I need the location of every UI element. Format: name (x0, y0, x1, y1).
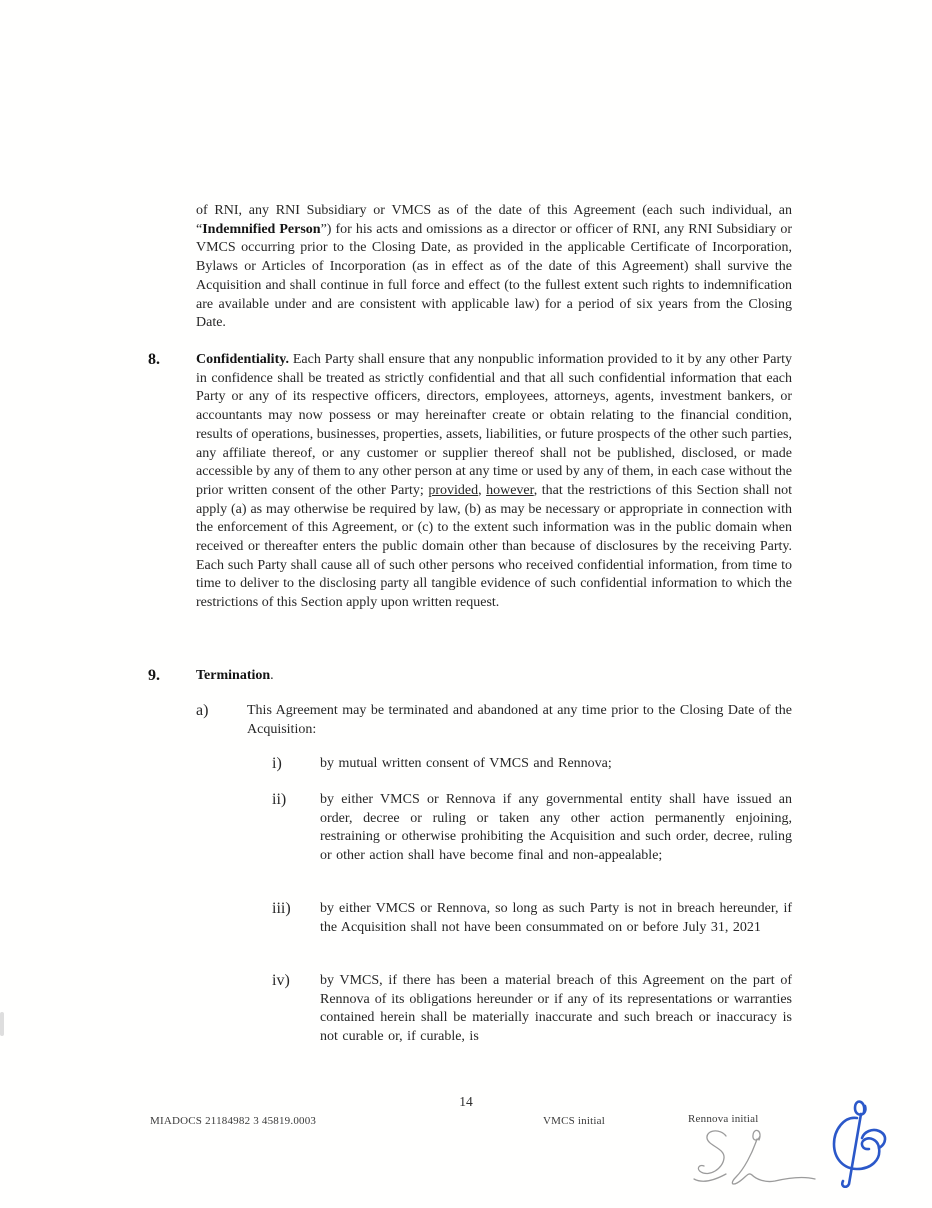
blue-ink-initials-icon (826, 1096, 894, 1188)
underlined-however: however (486, 482, 534, 498)
section-9-heading: Termination (196, 668, 271, 683)
section-8-number: 8. (148, 351, 160, 368)
section-8-heading: Confidentiality. (196, 352, 289, 367)
sub-item-iv-label: iv) (272, 972, 290, 989)
intro-text-2: ”) for his acts and omissions as a director or officer of RNI, any RNI Subsidiary or VMCS occurring prior to the Closing Date, as provided in the applicable Certificate of Incorporation, Bylaws or Articles of Incorporation (as in effect as of the date of this Agreement) shall survive the Acquisition and shall continue in full force and effect (to the fullest extent such rights to indemnification are available under and are consistent with applicable law) for a period of six years from the Closing Date. (196, 221, 792, 331)
section-8-text-2: , that the restrictions of this Section shall not apply (a) as may otherwise be required by law, (b) as may be necessary or appropriate in connection with the enforcement of this Agreement, or (c) to the extent such information was in the public domain when received or thereafter enters the public domain other than because of disclosures by the receiving Party. Each such Party shall cause all of such other persons who received confidential information, from time to time to deliver to the disclosing party all tangible evidence of such confidential information to which the restrictions of this Section apply upon written request. (196, 482, 792, 611)
section-9-heading-line (196, 667, 792, 686)
sub-item-iii-label: iii) (272, 900, 291, 917)
sub-item-ii-text: by either VMCS or Rennova if any governmental entity shall have issued an order, decree or ruling or taken any other action permanently enjoining, restraining or otherwise prohibiting the Acquisition and such order, decree, ruling or other action shall have become final and non-appealable; (320, 792, 792, 864)
section-8-separator: , (478, 482, 487, 498)
sub-item-i (272, 755, 792, 774)
sub-item-iv (272, 972, 792, 1047)
vmcs-initial-label: VMCS initial (543, 1115, 605, 1127)
handwritten-sl-initials-icon (693, 1127, 818, 1189)
sub-item-iii-text: by either VMCS or Rennova, so long as such Party is not in breach hereunder, if the Acquisition shall not have been consummated on or before July 31, 2021 (320, 901, 792, 935)
sub-item-ii-label: ii) (272, 791, 287, 808)
page-number: 14 (459, 1094, 473, 1109)
section-9 (148, 667, 792, 686)
sub-item-iii (272, 900, 792, 937)
defined-term-indemnified-person: Indemnified Person (202, 221, 321, 237)
sub-item-ii (272, 791, 792, 866)
intro-paragraph (196, 202, 792, 333)
intro-text-1: of RNI, any RNI Subsidiary or VMCS as of the date of this Agreement (each such individual, an “ (196, 203, 792, 237)
blue-ink-initials (826, 1096, 894, 1188)
section-8-body (196, 351, 792, 613)
section-8-text-1: Each Party shall ensure that any nonpublic information provided to it by any other Party in confidence shall be treated as strictly confidential and that all such confidential information that each Party or any of its respective officers, directors, employees, attorneys, agents, investment bankers, or accountants may now possess or may hereinafter create or obtain relating to the financial condition, results of operations, businesses, properties, assets, liabilities, or future prospects of the other such parties, any affiliate thereof, or any customer or supplier thereof shall not be published, disclosed, or made accessible by any of them to any other person at any time or used by any of them, in each case without the prior written consent of the other Party; (196, 352, 792, 498)
section-8 (148, 351, 792, 613)
list-item-a-label: a) (196, 702, 209, 719)
rennova-initials-signature (693, 1127, 818, 1189)
section-9-heading-period: . (270, 668, 274, 683)
underlined-provided: provided (428, 482, 479, 498)
sub-item-i-text: by mutual written consent of VMCS and Rennova; (320, 756, 612, 771)
section-9-number: 9. (148, 667, 160, 684)
scan-artifact-mark (0, 1012, 4, 1036)
sub-item-iv-text: by VMCS, if there has been a material breach of this Agreement on the part of Rennova of its obligations hereunder or if any of its representations or warranties contained herein shall be materially inaccurate and such breach or inaccuracy is not curable or, if curable, is (320, 973, 792, 1045)
document-id: MIADOCS 21184982 3 45819.0003 (150, 1115, 317, 1127)
list-item-a-text: This Agreement may be terminated and abandoned at any time prior to the Closing Date of the Acquisition: (247, 703, 792, 737)
list-item-a (196, 702, 792, 739)
rennova-initial-label: Rennova initial (688, 1113, 759, 1125)
sub-item-i-label: i) (272, 755, 282, 772)
